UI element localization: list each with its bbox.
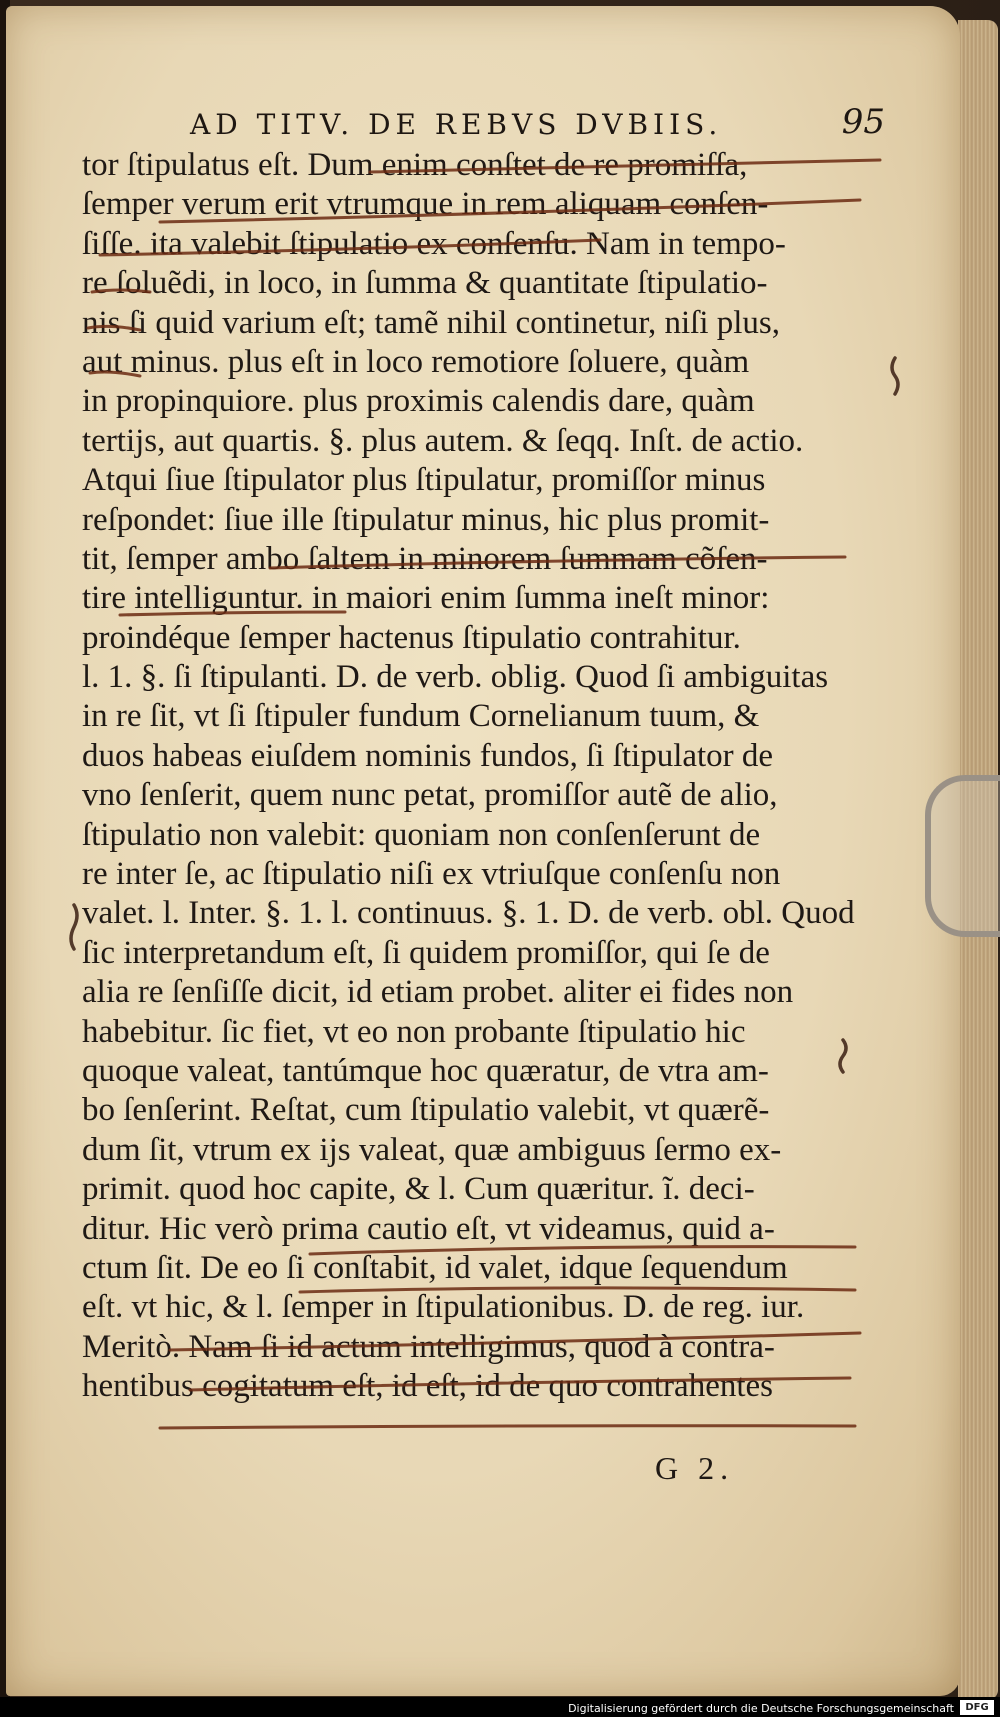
text-line: primit. quod hoc capite, & l. Cum quæritur. ĩ. deci-	[82, 1171, 755, 1208]
text-line: vno ſenſerit, quem nunc petat, promiſſor autẽ de alio,	[82, 777, 778, 814]
text-line: tit, ſemper ambo ſaltem in minorem ſummam cõſen-	[82, 540, 768, 577]
text-line: l. 1. §. ſi ſtipulanti. D. de verb. oblig. Quod ſi ambiguitas	[82, 659, 829, 696]
text-line: valet. l. Inter. §. 1. l. continuus. §. 1. D. de verb. obl. Quod	[82, 895, 855, 932]
text-line: alia re ſenſiſſe dicit, id etiam probet. aliter ei fides non	[82, 974, 794, 1011]
text-line: ſic interpretandum eſt, ſi quidem promiſſor, qui ſe de	[82, 934, 770, 971]
running-title: AD TITV. DE REBVS DVBIIS.	[190, 108, 723, 141]
text-line: reſpondet: ſiue ille ſtipulatur minus, hic plus promit-	[82, 501, 770, 538]
text-line: tertijs, aut quartis. §. plus autem. & ſeqq. Inſt. de actio.	[82, 422, 804, 459]
signature-mark: G 2.	[655, 1450, 735, 1486]
text-line: quoque valeat, tantúmque hoc quæratur, de vtra am-	[82, 1052, 769, 1089]
text-line: Meritò. Nam ſi id actum intelligimus, quod à contra-	[82, 1328, 775, 1365]
text-line: re inter ſe, ac ſtipulatio niſi ex vtriuſque conſenſu non	[82, 856, 781, 893]
text-line: ſiſſe. ita valebit ſtipulatio ex conſenſu. Nam in tempo-	[82, 225, 786, 262]
text-line: proindéque ſemper hactenus ſtipulatio contrahitur.	[82, 619, 741, 656]
page-clip	[925, 775, 1000, 937]
page-number: 95	[841, 102, 885, 142]
text-line: habebitur. ſic fiet, vt eo non probante ſtipulatio hic	[82, 1013, 746, 1050]
text-line: nis ſi quid varium eſt; tamẽ nihil continetur, niſi plus,	[82, 304, 781, 341]
footer-credit: Digitalisierung gefördert durch die Deutsche Forschungsgemeinschaft	[568, 1702, 954, 1715]
text-line: aut minus. plus eſt in loco remotiore ſoluere, quàm	[82, 343, 750, 380]
text-line: re ſoluẽdi, in loco, in ſumma & quantitate ſtipulatio-	[82, 265, 768, 302]
page-header	[150, 100, 885, 150]
body-text	[82, 146, 872, 1407]
text-line: Atqui ſiue ſtipulator plus ſtipulatur, promiſſor minus	[82, 462, 766, 499]
text-line: duos habeas eiuſdem nominis fundos, ſi ſtipulator de	[82, 737, 774, 774]
dfg-logo: DFG	[960, 1700, 994, 1715]
footer-bar	[0, 1697, 1000, 1717]
text-line: in propinquiore. plus proximis calendis dare, quàm	[82, 383, 755, 420]
text-line: bo ſenſerint. Reſtat, cum ſtipulatio valebit, vt quærẽ-	[82, 1092, 770, 1129]
text-line: ſtipulatio non valebit: quoniam non conſenſerunt de	[82, 816, 761, 853]
text-line: tire intelliguntur. in maiori enim ſumma ineſt minor:	[82, 580, 770, 617]
text-line: ctum ſit. De eo ſi conſtabit, id valet, idque ſequendum	[82, 1249, 788, 1286]
text-line: hentibus cogitatum eſt, id eſt, id de quo contrahentes	[82, 1368, 774, 1405]
text-line: ſemper verum erit vtrumque in rem aliquam conſen-	[82, 186, 769, 223]
text-line: ditur. Hic verò prima cautio eſt, vt videamus, quid a-	[82, 1210, 775, 1247]
text-line: dum ſit, vtrum ex ijs valeat, quæ ambiguus ſermo ex-	[82, 1131, 782, 1168]
text-line: in re ſit, vt ſi ſtipuler fundum Cornelianum tuum, &	[82, 698, 760, 735]
text-line: tor ſtipulatus eſt. Dum enim conſtet de re promiſſa,	[82, 147, 748, 183]
text-line: eſt. vt hic, & l. ſemper in ſtipulationibus. D. de reg. iur.	[82, 1289, 805, 1326]
